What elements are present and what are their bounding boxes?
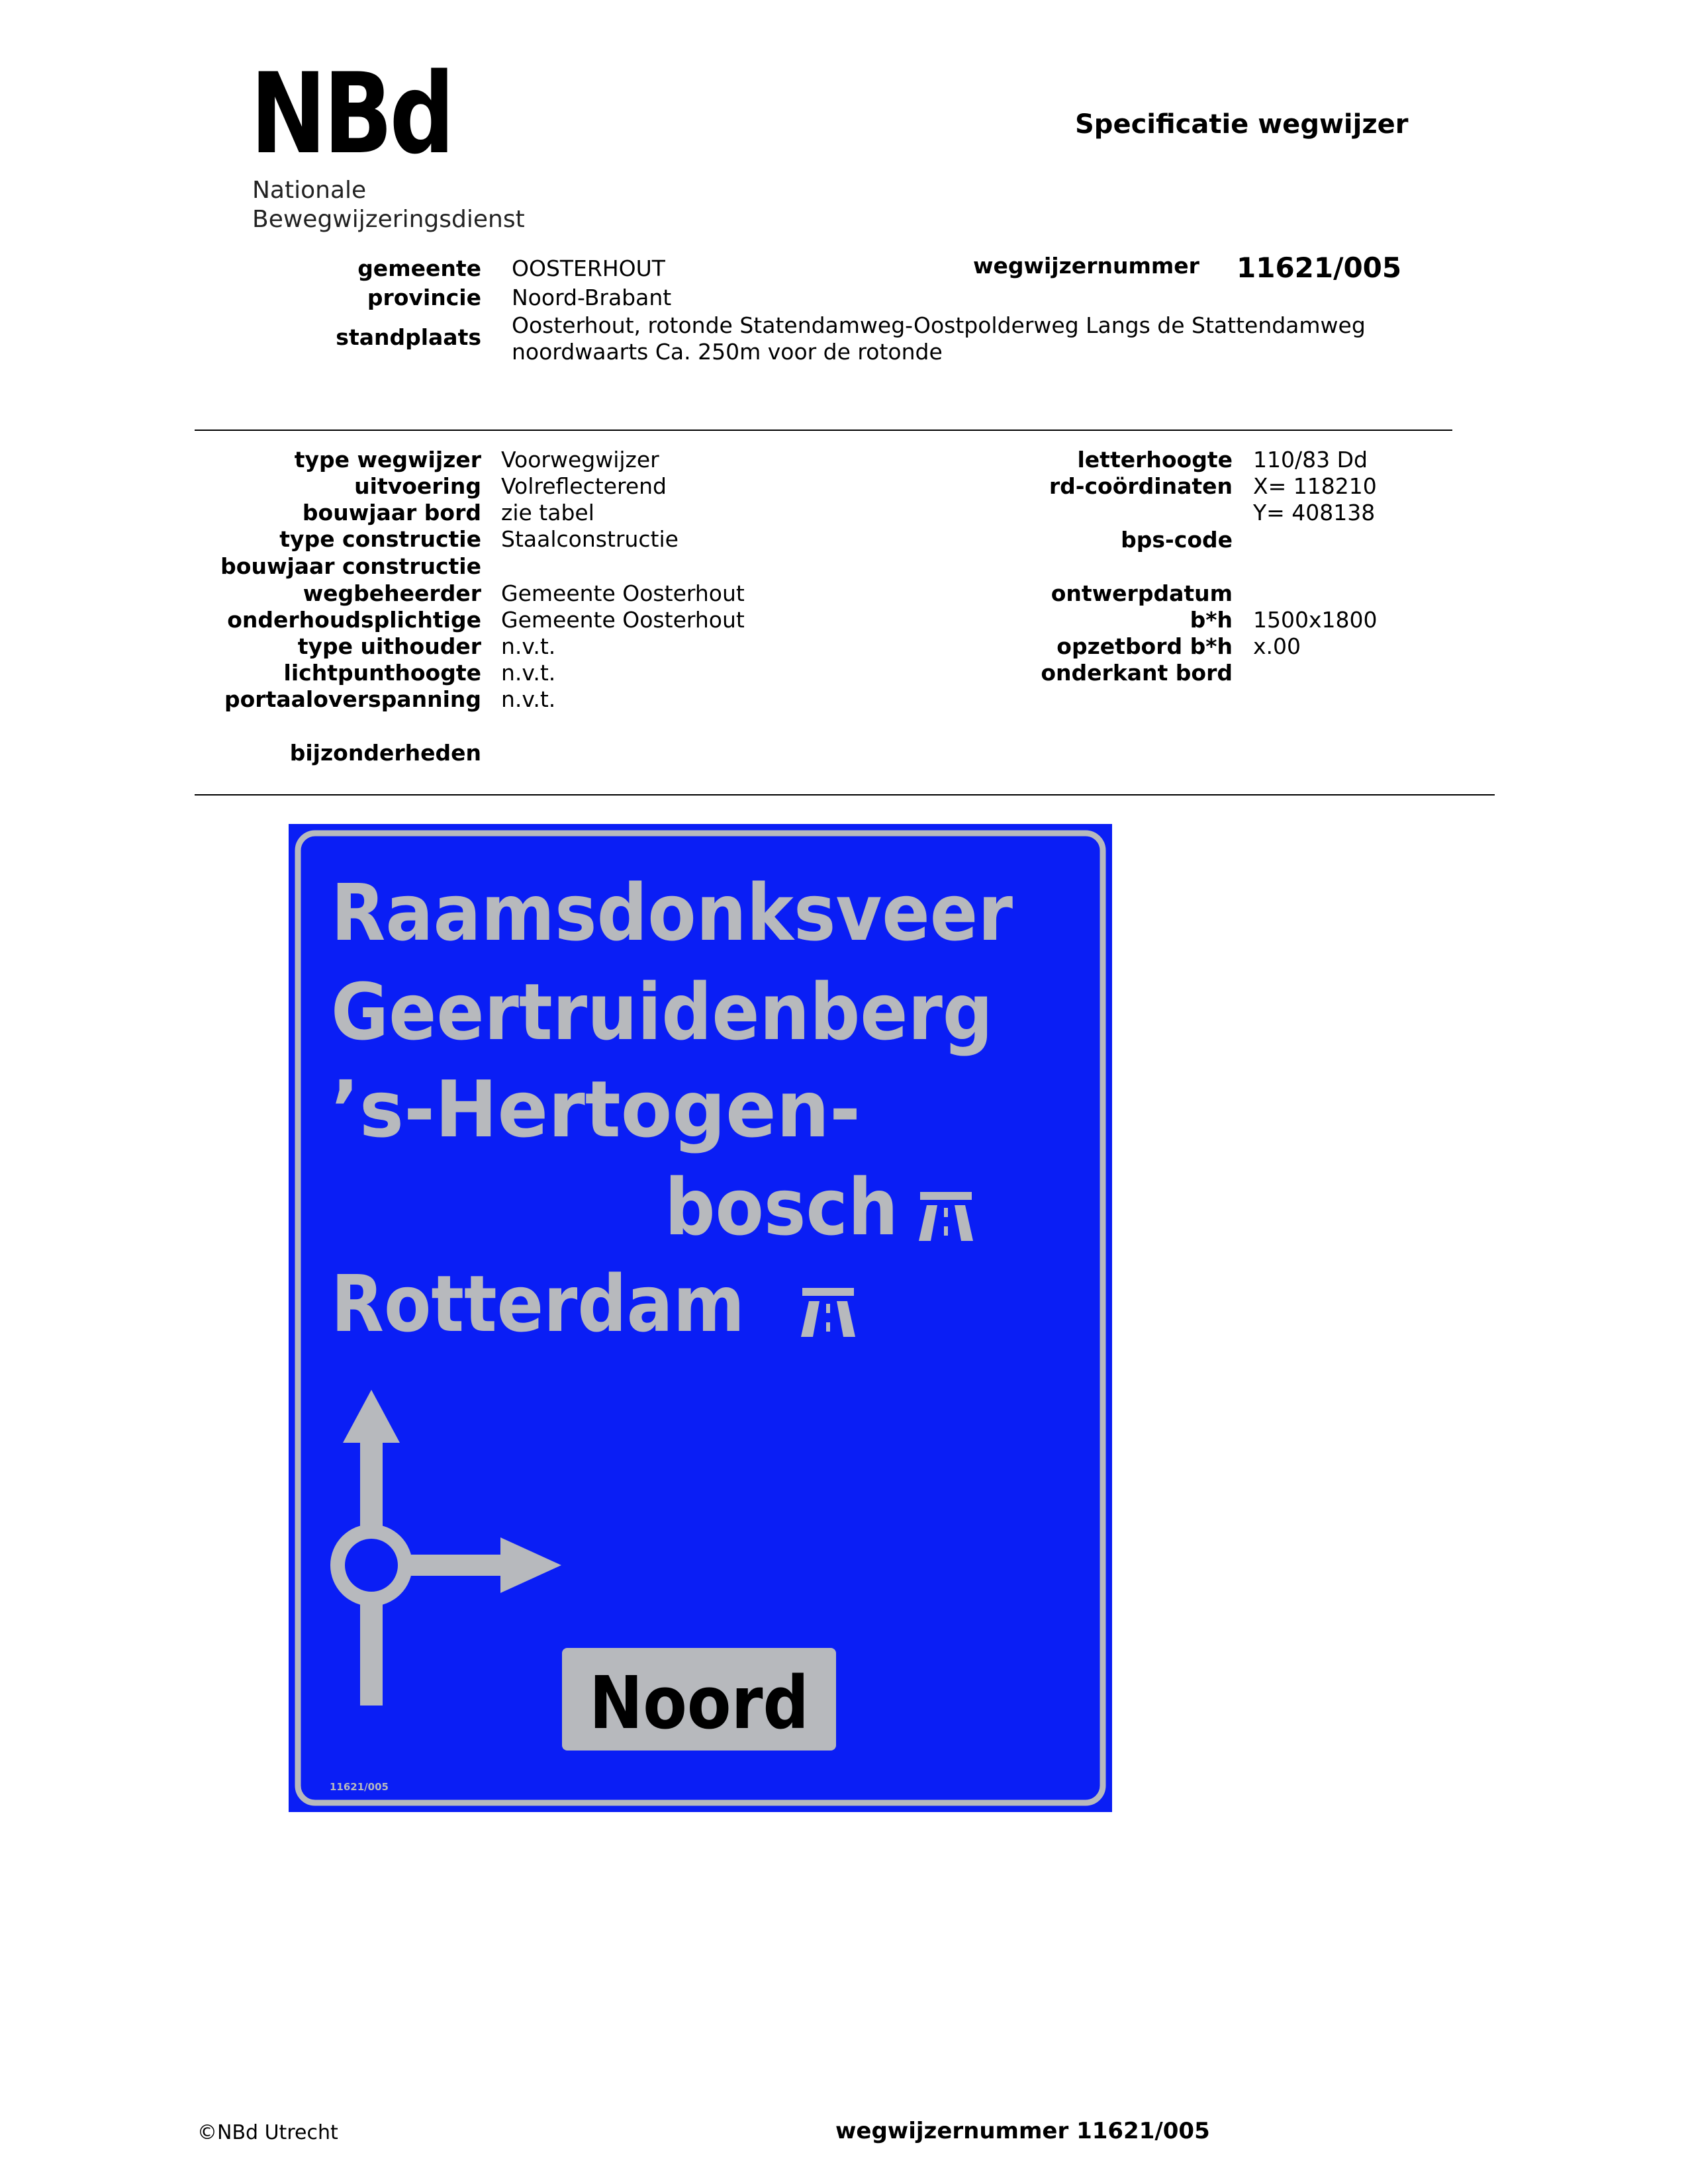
provincie-value: Noord-Brabant <box>512 285 672 310</box>
spec-label-lichtpunthoogte: lichtpunthoogte <box>283 660 481 686</box>
logo-subtitle-line1: Nationale <box>252 177 367 204</box>
spec-label-wegbeheerder: wegbeheerder <box>303 580 481 606</box>
spec-label-bh: b*h <box>1190 607 1233 633</box>
spec-label-opzetbord: opzetbord b*h <box>1056 633 1233 659</box>
spec-label-bijzonderheden: bijzonderheden <box>289 740 481 766</box>
sign-destination-bosch: bosch <box>665 1161 898 1253</box>
direction-panel-label: Noord <box>589 1661 809 1745</box>
footer-number: wegwijzernummer 11621/005 <box>835 2118 1210 2144</box>
sign-code: 11621/005 <box>330 1781 389 1793</box>
standplaats-value-line2: noordwaarts Ca. 250m voor de rotonde <box>512 339 943 365</box>
gemeente-value: OOSTERHOUT <box>512 255 665 281</box>
spec-value-type-uithouder: n.v.t. <box>501 633 556 659</box>
wegwijzernummer-value: 11621/005 <box>1237 251 1402 284</box>
spec-value-onderhoudsplichtige: Gemeente Oosterhout <box>501 607 745 633</box>
sign-destination-raamsdonksveer: Raamsdonksveer <box>331 867 1013 958</box>
spec-value-portaaloverspanning: n.v.t. <box>501 686 556 712</box>
wegwijzernummer-label: wegwijzernummer <box>973 253 1199 279</box>
spec-label-portaaloverspanning: portaaloverspanning <box>224 686 481 712</box>
spec-label-bps-code: bps-code <box>1121 527 1233 553</box>
spec-value-rd-x: X= 118210 <box>1253 473 1377 499</box>
standplaats-value-line1: Oosterhout, rotonde Statendamweg-Oostpolderweg Langs de Stattendamweg <box>512 312 1366 338</box>
logo-subtitle-line2: Bewegwijzeringsdienst <box>252 206 525 233</box>
spec-value-type-constructie: Staalconstructie <box>501 526 679 552</box>
spec-label-bouwjaar-bord: bouwjaar bord <box>302 500 481 525</box>
spec-label-uitvoering: uitvoering <box>354 473 481 499</box>
logo: NBd <box>250 49 452 179</box>
document-title: Specificatie wegwijzer <box>1075 109 1409 140</box>
sign-destination-rotterdam: Rotterdam <box>331 1258 745 1349</box>
spec-value-rd-y: Y= 408138 <box>1253 500 1376 525</box>
spec-value-bh: 1500x1800 <box>1253 607 1378 633</box>
gemeente-label: gemeente <box>357 255 481 281</box>
spec-label-onderkant-bord: onderkant bord <box>1041 660 1233 686</box>
spec-label-type-wegwijzer: type wegwijzer <box>294 447 481 473</box>
motorway-icon <box>801 1288 855 1337</box>
spec-label-type-constructie: type constructie <box>279 526 481 552</box>
spec-value-bouwjaar-bord: zie tabel <box>501 500 594 525</box>
road-sign <box>289 824 1112 1812</box>
spec-value-wegbeheerder: Gemeente Oosterhout <box>501 580 745 606</box>
divider-top <box>195 430 1452 431</box>
spec-value-letterhoogte: 110/83 Dd <box>1253 447 1368 473</box>
spec-value-lichtpunthoogte: n.v.t. <box>501 660 556 686</box>
spec-value-opzetbord: x.00 <box>1253 633 1301 659</box>
spec-value-type-wegwijzer: Voorwegwijzer <box>501 447 659 473</box>
spec-label-rd-coordinaten: rd-coördinaten <box>1049 473 1233 499</box>
spec-value-uitvoering: Volreflecterend <box>501 473 667 499</box>
footer-copyright: ©NBd Utrecht <box>197 2121 338 2144</box>
divider-bottom <box>195 794 1495 796</box>
sign-destination-geertruidenberg: Geertruidenberg <box>331 966 993 1058</box>
spec-label-bouwjaar-constructie: bouwjaar constructie <box>220 553 481 579</box>
motorway-icon <box>919 1192 973 1241</box>
standplaats-label: standplaats <box>336 324 481 350</box>
spec-label-type-uithouder: type uithouder <box>297 633 481 659</box>
sign-destination-s-hertogen: ’s-Hertogen- <box>331 1064 861 1155</box>
spec-label-onderhoudsplichtige: onderhoudsplichtige <box>227 607 481 633</box>
spec-label-ontwerpdatum: ontwerpdatum <box>1051 580 1233 606</box>
spec-label-letterhoogte: letterhoogte <box>1077 447 1233 473</box>
provincie-label: provincie <box>367 285 481 310</box>
